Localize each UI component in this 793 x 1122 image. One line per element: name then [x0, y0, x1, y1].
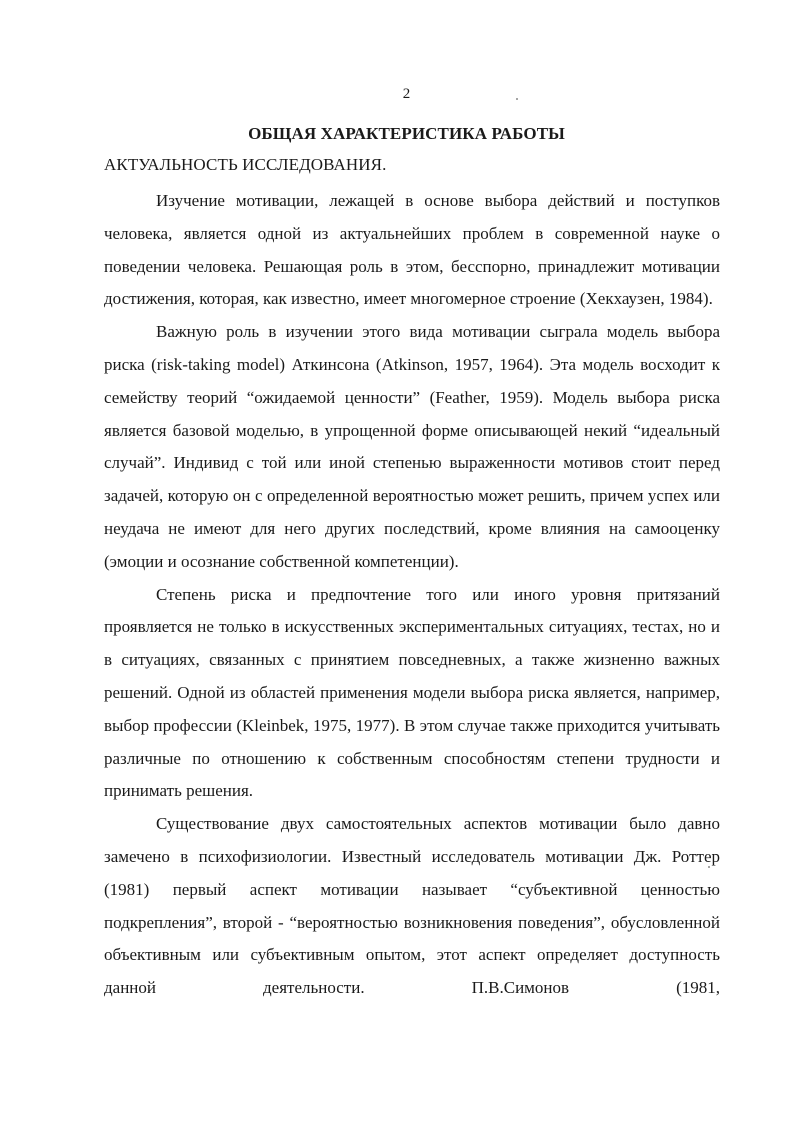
paragraph-4: Существование двух самостоятельных аспектов мотивации было давно замечено в психофизиологии. Известный исследователь мотивации Дж. Роттер (1981) первый аспект мотивации называет “субъективной ценностью подкрепления”, второй - “вероятностью возникновения поведения”, обусловленной объективным или субъективным опытом, этот аспект определяет доступность данной деятельности. П.В.Симонов (1981, [104, 814, 720, 998]
paragraph-1: Изучение мотивации, лежащей в основе выбора действий и поступков человека, является одной из актуальнейших проблем в современной науке о поведении человека. Решающая роль в этом, бесспорно, принадлежит мотивации достижения, которая, как известно, имеет многомерное строение (Хекхаузен, 1984). [104, 191, 720, 309]
scan-speck [708, 866, 710, 868]
paragraph-3: Степень риска и предпочтение того или иного уровня притязаний проявляется не только в искусственных экспериментальных ситуациях, тестах, но и в ситуациях, связанных с принятием повседневных, а также жизненно важных решений. Одной из областей применения модели выбора риска является, например, выбор профессии (Kleinbek, 1975, 1977). В этом случае также приходится учитывать различные по отношению к собственным способностям степени трудности и принимать решения. [104, 584, 720, 801]
page-title: ОБЩАЯ ХАРАКТЕРИСТИКА РАБОТЫ [248, 124, 565, 143]
paragraph-2: Важную роль в изучении этого вида мотивации сыграла модель выбора риска (risk-taking model) Аткинсона (Atkinson, 1957, 1964). Эта модель восходит к семейству теорий “ожидаемой ценности” (Feather, 1959). Модель выбора риска является базовой моделью, в упрощенной форме описывающей некий “идеальный случай”. Индивид с той или иной степенью выраженности мотивов стоит перед задачей, которую он с определенной вероятностью может решить, причем успех или неудача не имеют для него других последствий, кроме влияния на самооценку (эмоции и осознание собственной компетенции). [104, 322, 720, 571]
body-text [104, 185, 720, 1005]
section-heading: АКТУАЛЬНОСТЬ ИССЛЕДОВАНИЯ. [104, 155, 387, 174]
scan-speck [516, 98, 518, 100]
page-number: 2 [402, 86, 411, 102]
